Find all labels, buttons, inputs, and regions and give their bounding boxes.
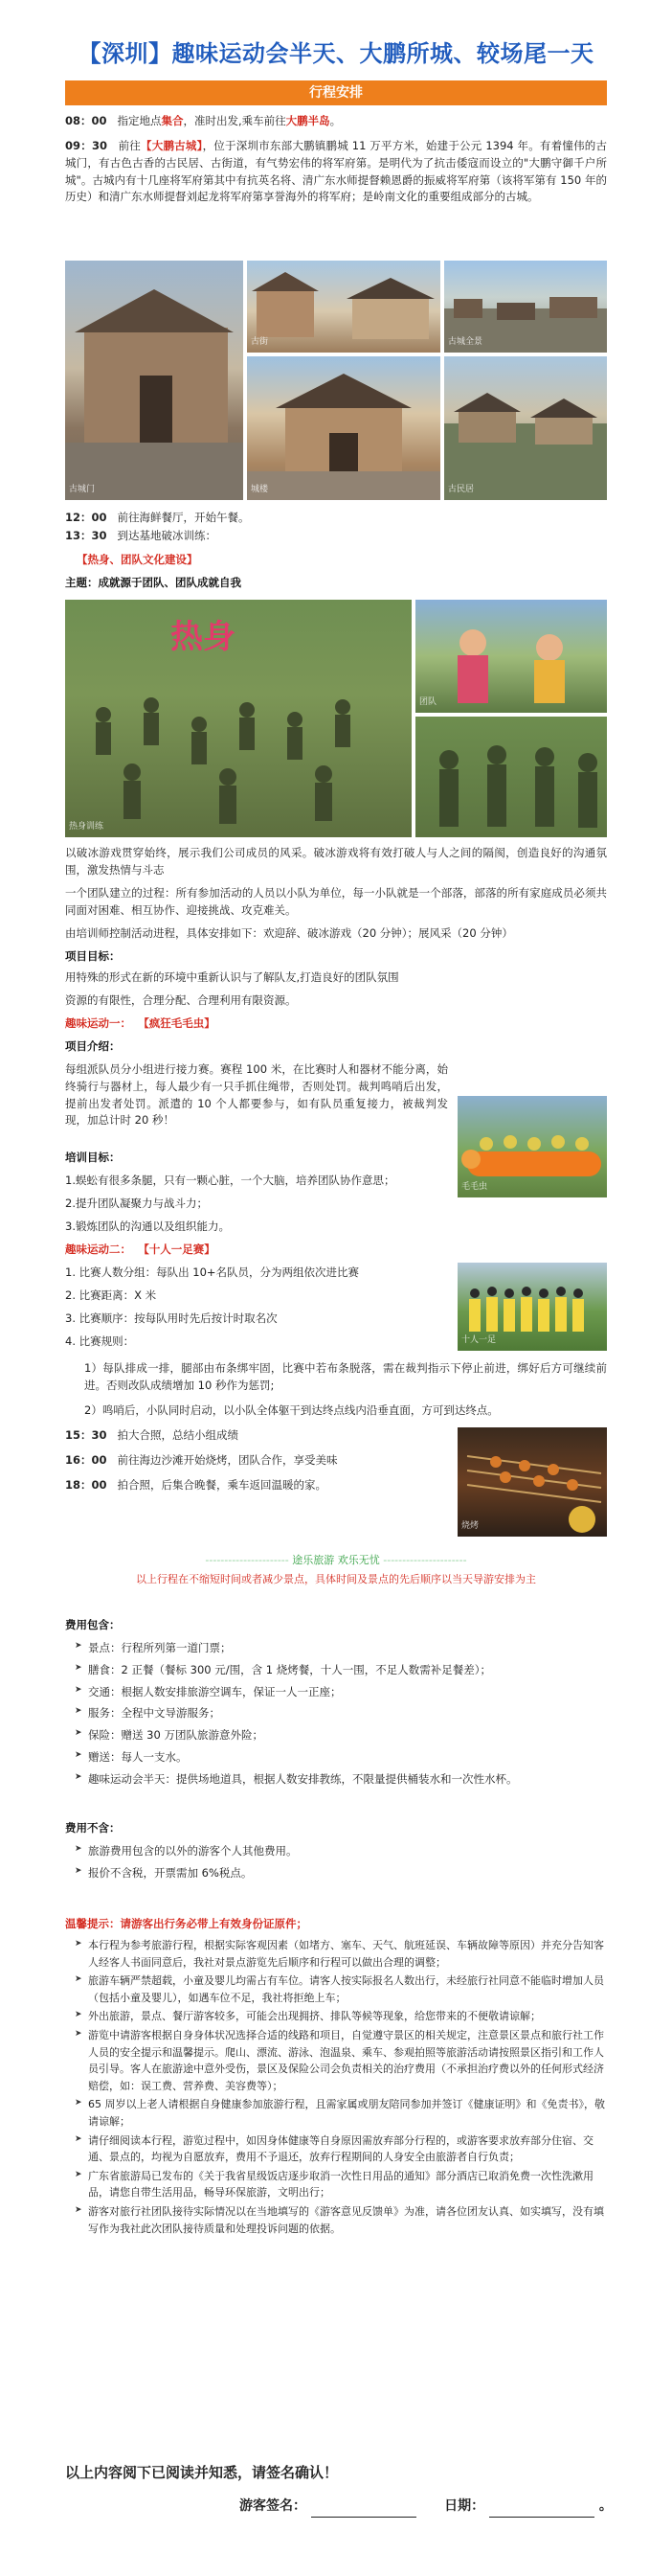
text-0930-highlight: 【大鹏古城】 [141,139,203,152]
signature-name-label: 游客签名： [239,2498,306,2514]
itinerary-0930 [65,138,607,206]
photo-ancient-houses [444,356,607,500]
list-item: ➤ 请仔细阅读本行程，游览过程中，如因身体健康等自身原因需放弃部分行程的，或游客要求放弃部分住宿、交通、景点的，均视为自愿放弃，费用不予退还，放弃行程期间的人身安全由旅游者自行负责； [75,2132,607,2166]
text-0800-end: 。 [329,114,342,127]
photo-label: 毛毛虫 [461,1182,488,1193]
fee-include-list [75,1640,607,1793]
race-rule-1: 1）每队排成一排，腿部由布条绑牢固，比赛中若布条脱落，需在裁判指示下停止前进，绑好后方可继续前进。否则改队成绩增加 10 秒作为惩罚; [84,1361,607,1392]
fee-include-label: 费用包含： [65,1618,121,1631]
fun2-heading: 趣味运动二： 【十人一足赛】 [65,1242,215,1256]
photo-team-cheer [415,600,607,713]
time-1200: 12：00 [65,511,107,524]
photo-ancient-gate [65,261,243,500]
photo-label: 烧烤 [461,1521,480,1532]
tagline: ---------------------- 途乐旅游 欢乐无忧 ---------------------- [205,1554,467,1566]
photo-label: 热身训练 [69,822,104,832]
fun2-rule-3: 3. 比赛顺序：按每队用时先后按计时取名次 [65,1311,278,1325]
photo-label: 古民居 [448,485,475,495]
text-0930-body: ，位于深圳市东部大鹏镇鹏城 11 万平方米，始建于公元 1394 年。有着憧伟的古城门，有古色古香的古民居、古街道，有气势宏伟的将军府第。是明代为了抗击倭寇而设立的"大鹏守御千户所城"。古城内有十几座将军府第其中有抗英名将、清广东水师提督赖恩爵的振威将军府第（该将军第有 150 年的历史）和清广东水师提督刘起龙将军府第享誉海外的将军府；是岭南文化的重要组成部分的古城。 [65,139,608,204]
photo-bbq [458,1427,607,1537]
list-item: ➤ 游览中请游客根据自身身体状况选择合适的线路和项目，自觉遵守景区的相关规定，注意景区景点和旅行社工作人员的安全提示和温馨提示。爬山、漂流、游泳、泡温泉、乘车、参观拍照等旅游活动请按照景区指引和工作人员引导。客人在旅游途中意外受伤，景区及保险公司会负责相关的治疗费用（不承担治疗费以外的任何形式经济赔偿，如：误工费、营养费、美容费等）； [75,2027,607,2094]
photo-label: 城楼 [251,485,269,495]
train-3: 3.锻炼团队的沟通以及组织能力。 [65,1220,230,1233]
itinerary-1530: 15：30 拍大合照，总结小组成绩 [65,1428,238,1442]
list-item: ➤ 保险：赠送 30 万团队旅游意外险； [75,1727,607,1744]
goal-para-1: 用特殊的形式在新的环境中重新认识与了解队友,打造良好的团队氛围 [65,970,399,984]
fun1-intro: 每组派队员分小组进行接力赛。赛程 100 米，在比赛时人和器材不能分离，始终骑行与器材上，每人最少有一只手抓住绳带，否则处罚。裁判鸣哨后出发，提前出发者处罚。派遣的 10 个人都要参与，如有队员重复接力，被裁判发现，加总计时 20 秒！ [65,1062,448,1128]
list-item: ➤ 本行程为参考旅游行程，根据实际客观因素（如堵方、塞车、天气、航班延误、车辆故障等原因）并充分告知客人经客人书面同意后，我社对景点游览先后顺序和行程可以做出合理的调整； [75,1937,607,1971]
text-0930-pre: 前往 [118,139,142,152]
train-2: 2.提升团队凝聚力与战斗力； [65,1197,208,1210]
list-item: ➤ 65 周岁以上老人请根据自身健康参加旅游行程，且需家属或朋友陪同参加并签订《健康证明》和《免责书》，敬请谅解； [75,2096,607,2130]
signature-name-field[interactable] [311,2503,416,2518]
text-0800-dest: 大鹏半岛 [285,114,330,127]
photo-label: 十人一足 [461,1335,497,1346]
warmup-para-3: 由培训师控制活动进程，具体安排如下：欢迎辞、破冰游戏（20 分钟）；展风采（20 分钟） [65,926,513,940]
photo-label: 古城全景 [448,337,483,348]
time-1330: 13：30 [65,529,107,542]
text-1200: 前往海鲜餐厅，开始午餐。 [117,511,250,524]
fee-exclude-label: 费用不含： [65,1821,121,1835]
itinerary-1330 [65,528,607,545]
section-banner: 行程安排 [65,80,607,105]
warmup-heading: 【热身、团队文化建设】 [77,553,198,566]
photo-ancient-street [247,261,440,353]
photo-caterpillar [458,1096,607,1197]
list-item: ➤ 赠送：每人一支水。 [75,1749,607,1767]
photo-label: 团队 [419,697,437,708]
photo-city-tower [247,356,440,500]
signature-row [239,2496,613,2518]
itinerary-disclaimer: 以上行程在不缩短时间或者减少景点，具体时间及景点的先后顺序以当天导游安排为主 [136,1573,536,1585]
fun2-rule-4: 4. 比赛规则： [65,1334,135,1348]
signature-date-label: 日期： [444,2498,485,2514]
list-item: ➤ 广东省旅游局已发布的《关于我省星级饭店逐步取消一次性日用品的通知》部分酒店已取消免费一次性洗漱用品，请您自带生活用品，畅导环保旅游，文明出行； [75,2168,607,2201]
fun2-rule-2: 2. 比赛距离：X 米 [65,1288,157,1302]
itinerary-1800: 18：00 拍合照，后集合晚餐，乘车返回温暖的家。 [65,1478,326,1492]
list-item: ➤ 景点：行程所列第一道门票； [75,1640,607,1657]
train-1: 1.蜈蚣有很多条腿，只有一颗心脏，一个大脑，培养团队协作意思； [65,1174,395,1187]
list-item: ➤ 交通：根据人数安排旅游空调车，保证一人一正座； [75,1684,607,1701]
photo-warmup-training [65,600,412,837]
text-1330: 到达基地破冰训练： [117,529,216,542]
time-0800: 08：00 [65,114,107,127]
fun2-rule-1: 1. 比赛人数分组：每队出 10+名队员，分为两组依次进比赛 [65,1265,360,1279]
text-0800-pre: 指定地点 [117,114,162,127]
intro-label: 项目介绍： [65,1039,121,1053]
warmup-para-2: 一个团队建立的过程：所有参加活动的人员以小队为单位，每一小队就是一个部落，部落的所有家庭成员必须共同面对困难、相互协作、迎接挑战、攻克难关。 [65,886,607,917]
list-item: ➤ 旅游车辆严禁超载，小童及婴儿均需占有车位。请客人按实际报名人数出行，未经旅行社同意不能临时增加人员（包括小童及婴儿），如遇车位不足，我社将拒绝上车； [75,1972,607,2006]
fee-exclude-list [75,1843,607,1887]
time-0930: 09：30 [65,139,107,152]
signature-end: 。 [598,2498,613,2514]
photo-team-group [415,717,607,837]
itinerary-0800 [65,113,607,130]
itinerary-1200 [65,510,607,527]
theme-line: 主题：成就源于团队、团队成就自我 [65,576,241,589]
list-item: ➤ 旅游费用包含的以外的游客个人其他费用。 [75,1843,607,1860]
signature-date-field[interactable] [489,2503,594,2518]
tips-list [75,1937,607,2239]
text-0800-highlight: 集合 [161,114,184,127]
race-rule-2: 2）鸣哨后，小队同时启动，以小队全体躯干到达终点线内沿垂直面，方可到达终点。 [84,1403,499,1417]
warmup-para-1: 以破冰游戏贯穿始终，展示我们公司成员的风采。破冰游戏将有效打破人与人之间的隔阂，创造良好的沟通氛围，激发热情与斗志 [65,846,607,877]
signature-heading: 以上内容阅下已阅读并知悉，请签名确认！ [65,2464,339,2481]
photo-ten-people-race [458,1263,607,1351]
list-item: ➤ 外出旅游，景点、餐厅游客较多，可能会出现拥挤、排队等候等现象，给您带来的不便敬请谅解； [75,2008,607,2025]
photo-label: 古城门 [69,485,96,495]
goal-para-2: 资源的有限性，合理分配、合理利用有限资源。 [65,993,297,1007]
photo-city-panorama [444,261,607,353]
svg-text:热身: 热身 [170,618,235,656]
itinerary-1600: 16：00 前往海边沙滩开始烧烤，团队合作，享受美味 [65,1453,338,1467]
train-label: 培训目标： [65,1151,121,1164]
fun1-heading: 趣味运动一： 【疯狂毛毛虫】 [65,1016,215,1030]
goal-label: 项目目标： [65,949,121,963]
list-item: ➤ 膳食：2 正餐（餐标 300 元/围，含 1 烧烤餐，十人一围，不足人数需补足餐差）； [75,1662,607,1679]
photo-label: 古街 [251,337,269,348]
list-item: ➤ 游客对旅行社团队接待实际情况以在当地填写的《游客意见反馈单》为准，请各位团友认真、如实填写，没有填写作为我社此次团队接待质量和处理投诉问题的依据。 [75,2203,607,2237]
list-item: ➤ 服务：全程中文导游服务； [75,1705,607,1722]
list-item: ➤ 报价不含税，开票需加 6%税点。 [75,1865,607,1882]
list-item: ➤ 趣味运动会半天：提供场地道具，根据人数安排教练，不限量提供桶装水和一次性水杯。 [75,1771,607,1789]
tips-label: 温馨提示：请游客出行务必带上有效身份证原件； [65,1917,307,1930]
text-0800-mid: ，准时出发,乘车前往 [183,114,286,127]
document-title: 【深圳】趣味运动会半天、大鹏所城、较场尾一天 [78,40,594,67]
